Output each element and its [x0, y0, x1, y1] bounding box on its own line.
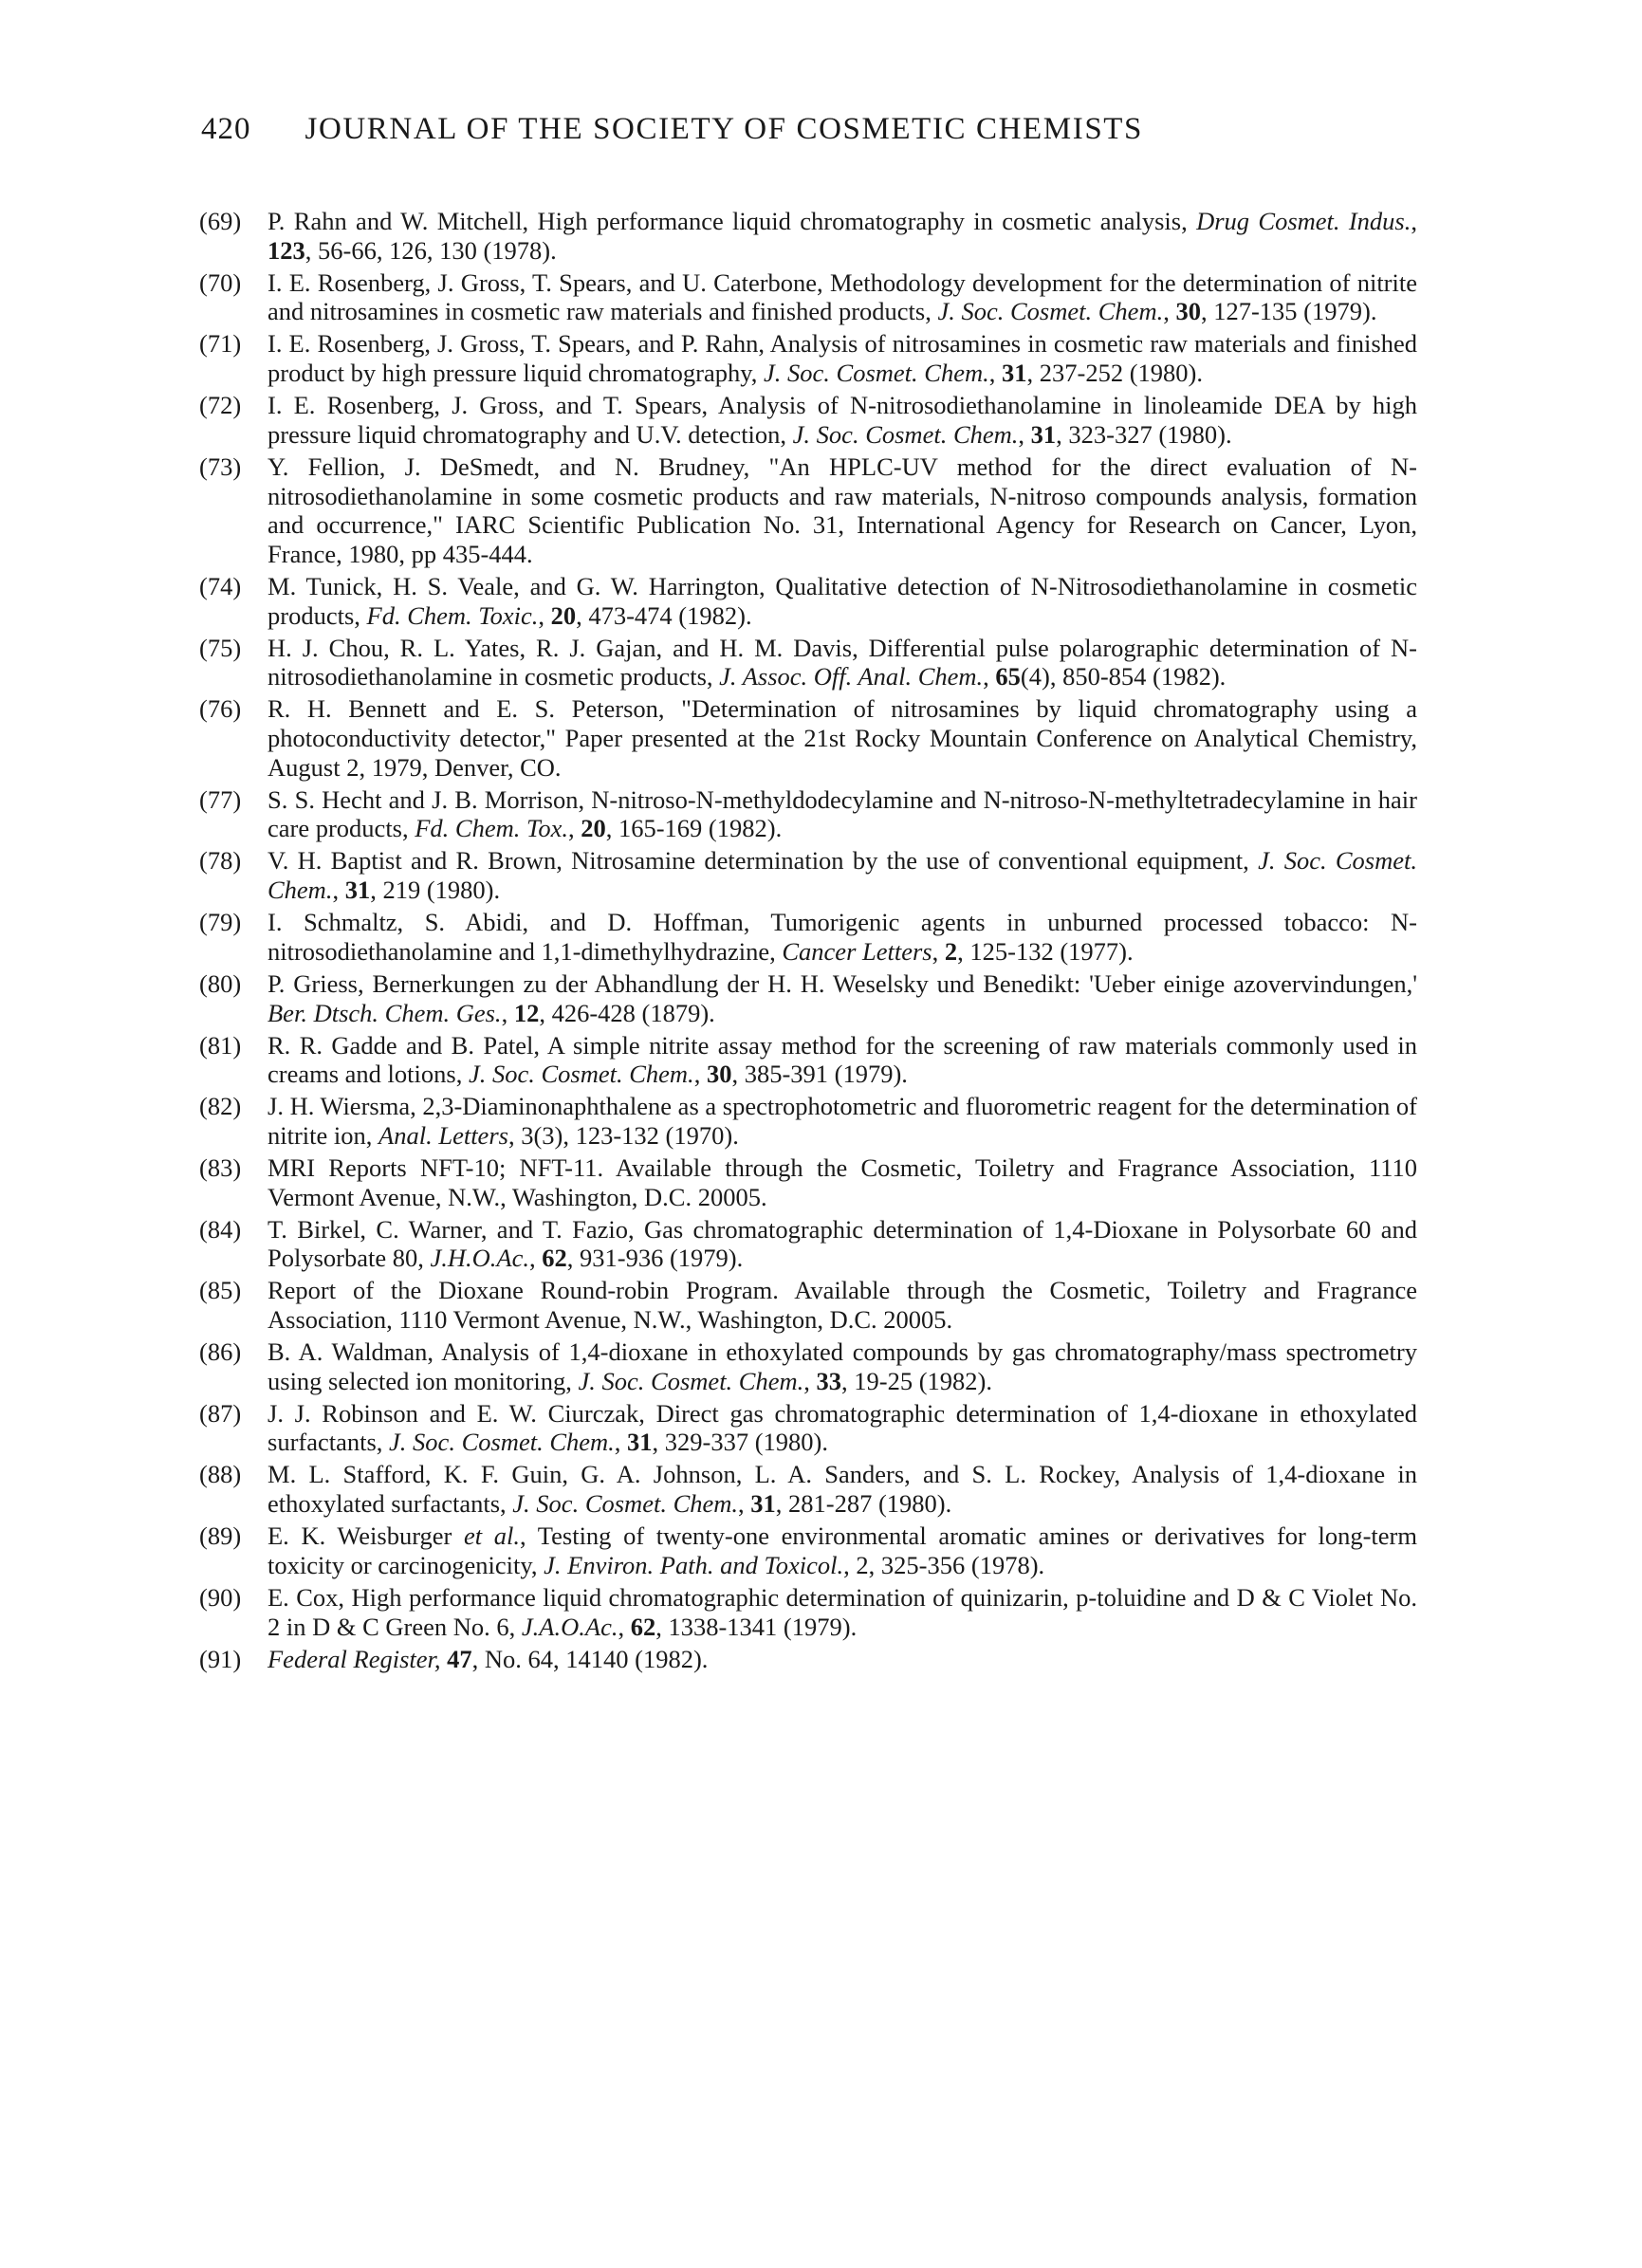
- reference-segment: I. Schmaltz, S. Abidi, and D. Hoffman, Tumorigenic agents in unburned processed tobacco: N-nitrosodiethanolamine and 1,1-dimethylhydrazine,: [268, 908, 1417, 966]
- reference-segment: , 219 (1980).: [370, 876, 501, 905]
- reference-number: (83): [199, 1152, 242, 1182]
- reference-text: [268, 846, 1417, 904]
- reference-source-italic: J. Soc. Cosmet. Chem.: [764, 359, 989, 388]
- reference-text: [268, 572, 1417, 630]
- reference-segment: ,: [618, 1612, 631, 1641]
- reference-item: [199, 1153, 1417, 1211]
- reference-source-italic: J. Soc. Cosmet. Chem.: [268, 846, 1417, 905]
- reference-item: [199, 1276, 1417, 1334]
- reference-segment: , 237-252 (1980).: [1026, 359, 1203, 388]
- reference-item: [199, 634, 1417, 691]
- reference-segment: ,: [1163, 297, 1176, 326]
- reference-text: [268, 1031, 1417, 1089]
- reference-segment: ,: [803, 1366, 817, 1395]
- reference-segment: , 931-936 (1979).: [566, 1244, 744, 1273]
- reference-source-italic: J. Soc. Cosmet. Chem.: [792, 419, 1019, 449]
- reference-text: [268, 969, 1417, 1027]
- reference-segment: M. L. Stafford, K. F. Guin, G. A. Johnson, L. A. Sanders, and S. L. Rockey, Analysis of 1,4-dioxane in ethoxylated surfactants,: [268, 1460, 1417, 1519]
- reference-segment: P. Griess, Bernerkungen zu der Abhandlung der H. H. Weselsky und Benedikt: 'Ueber einige azovervindungen,': [268, 968, 1417, 998]
- journal-title: JOURNAL OF THE SOCIETY OF COSMETIC CHEMISTS: [304, 112, 1143, 146]
- reference-segment: , 426-428 (1879).: [539, 998, 715, 1027]
- reference-item: [199, 1215, 1417, 1273]
- reference-item: [199, 391, 1417, 449]
- reference-segment: ,: [1018, 419, 1031, 449]
- reference-volume-bold: 47: [447, 1644, 472, 1673]
- reference-source-italic: Fd. Chem. Tox.: [415, 814, 568, 843]
- reference-segment: P. Rahn and W. Mitchell, High performance liquid chromatography in cosmetic analysis,: [268, 207, 1197, 235]
- reference-text: [268, 1092, 1417, 1150]
- reference-number: (77): [199, 784, 242, 814]
- reference-segment: ,: [983, 662, 996, 691]
- reference-segment: M. Tunick, H. S. Veale, and G. W. Harrington, Qualitative detection of N-Nitrosodiethanolamine in cosmetic products,: [268, 571, 1417, 630]
- reference-segment: , 281-287 (1980).: [775, 1489, 952, 1519]
- reference-item: [199, 969, 1417, 1027]
- reference-volume-bold: 31: [344, 876, 371, 905]
- reference-segment: , 19-25 (1982).: [841, 1366, 992, 1395]
- reference-text: [268, 1645, 1417, 1674]
- reference-source-italic: Drug Cosmet. Indus.: [1196, 207, 1411, 235]
- reference-item: [199, 1645, 1417, 1674]
- reference-item: [199, 268, 1417, 326]
- reference-text: [268, 785, 1417, 843]
- reference-list: [199, 207, 1417, 1677]
- reference-segment: V. H. Baptist and R. Brown, Nitrosamine determination by the use of conventional equipment,: [268, 846, 1259, 876]
- reference-source-italic: Fd. Chem. Toxic.: [366, 600, 539, 630]
- reference-item: [199, 785, 1417, 843]
- reference-text: [268, 1215, 1417, 1273]
- reference-segment: , 127-135 (1979).: [1200, 297, 1377, 326]
- reference-text: [268, 1583, 1417, 1641]
- reference-segment: , 2, 325-356 (1978).: [843, 1550, 1045, 1579]
- reference-number: (90): [199, 1582, 242, 1612]
- reference-number: (89): [199, 1521, 242, 1551]
- reference-number: (85): [199, 1276, 242, 1305]
- reference-number: (79): [199, 908, 242, 937]
- reference-segment: ,: [501, 998, 514, 1027]
- reference-segment: I. E. Rosenberg, J. Gross, T. Spears, and U. Caterbone, Methodology development for the determination of nitrite and nitrosamines in cosmetic raw materials and finished products,: [268, 267, 1417, 326]
- reference-segment: S. S. Hecht and J. B. Morrison, N-nitroso-N-methyldodecylamine and N-nitroso-N-methyltetradecylamine in hair care products,: [268, 784, 1417, 843]
- reference-item: [199, 1031, 1417, 1089]
- reference-text: [268, 391, 1417, 449]
- reference-text: [268, 1337, 1417, 1395]
- reference-number: (78): [199, 846, 242, 876]
- reference-source-italic: J. Assoc. Off. Anal. Chem.: [719, 662, 984, 691]
- reference-item: [199, 908, 1417, 966]
- reference-source-italic: J.A.O.Ac.: [521, 1612, 618, 1641]
- reference-segment: , 385-391 (1979).: [731, 1060, 908, 1089]
- reference-volume-bold: 62: [542, 1244, 567, 1273]
- reference-text: [268, 908, 1417, 966]
- reference-number: (87): [199, 1398, 242, 1428]
- reference-segment: , Testing of twenty-one environmental aromatic amines or derivatives for long-term toxicity or carcinogenicity,: [268, 1521, 1417, 1579]
- reference-text: [268, 1276, 1417, 1334]
- reference-source-italic: Cancer Letters: [782, 936, 932, 966]
- reference-source-italic: J. Soc. Cosmet. Chem.: [578, 1366, 804, 1395]
- reference-segment: , 165-169 (1982).: [605, 814, 783, 843]
- reference-source-italic: Anal. Letters: [378, 1120, 508, 1150]
- reference-segment: ,: [529, 1244, 543, 1273]
- reference-item: [199, 1399, 1417, 1457]
- reference-number: (88): [199, 1460, 242, 1489]
- reference-text: [268, 634, 1417, 691]
- reference-segment: E. Cox, High performance liquid chromatographic determination of quinizarin, p-toluidine and D & C Violet No. 2 in D & C Green No. 6,: [268, 1582, 1417, 1641]
- reference-segment: , 323-327 (1980).: [1056, 419, 1232, 449]
- reference-segment: R. R. Gadde and B. Patel, A simple nitrite assay method for the screening of raw materials commonly used in creams and lotions,: [268, 1030, 1417, 1089]
- reference-item: [199, 1521, 1417, 1579]
- reference-item: [199, 1583, 1417, 1641]
- reference-item: [199, 694, 1417, 782]
- reference-segment: , No. 64, 14140 (1982).: [471, 1644, 709, 1673]
- reference-number: (91): [199, 1644, 242, 1673]
- reference-volume-bold: 31: [627, 1428, 653, 1457]
- reference-text: [268, 1153, 1417, 1211]
- reference-text: [268, 1460, 1417, 1518]
- reference-segment: ,: [988, 359, 1002, 388]
- reference-text: [268, 694, 1417, 782]
- reference-volume-bold: 30: [1175, 297, 1201, 326]
- reference-item: [199, 1092, 1417, 1150]
- reference-segment: ,: [538, 600, 551, 630]
- reference-text: [268, 329, 1417, 387]
- reference-segment: , 1338-1341 (1979).: [655, 1612, 858, 1641]
- reference-item: [199, 207, 1417, 265]
- reference-segment: E. K. Weisburger: [268, 1521, 465, 1551]
- reference-source-italic: J. Soc. Cosmet. Chem.: [512, 1489, 739, 1519]
- reference-source-italic: J. Soc. Cosmet. Chem.: [468, 1060, 694, 1089]
- reference-source-italic: Federal Register,: [268, 1644, 441, 1673]
- reference-item: [199, 1337, 1417, 1395]
- reference-source-italic: J. Soc. Cosmet. Chem.: [389, 1428, 615, 1457]
- reference-number: (80): [199, 968, 242, 998]
- reference-item: [199, 452, 1417, 569]
- reference-segment: ,: [567, 814, 581, 843]
- reference-segment: ,: [614, 1428, 628, 1457]
- reference-volume-bold: 31: [1030, 419, 1057, 449]
- reference-segment: , 473-474 (1982).: [576, 600, 752, 630]
- reference-number: (73): [199, 452, 242, 481]
- reference-number: (81): [199, 1030, 242, 1060]
- reference-item: [199, 1460, 1417, 1518]
- reference-volume-bold: 33: [816, 1366, 842, 1395]
- reference-volume-bold: 20: [550, 600, 577, 630]
- reference-text: [268, 452, 1417, 569]
- reference-volume-bold: 123: [268, 235, 305, 265]
- reference-text: [268, 207, 1417, 265]
- reference-number: (71): [199, 329, 242, 359]
- reference-segment: ,: [332, 876, 345, 905]
- reference-number: (86): [199, 1337, 242, 1367]
- reference-segment: , 125-132 (1977).: [957, 936, 1134, 966]
- page-number: 420: [201, 112, 251, 146]
- reference-segment: I. E. Rosenberg, J. Gross, and T. Spears, Analysis of N-nitrosodiethanolamine in linoleamide DEA by high pressure liquid chromatography and U.V. detection,: [268, 391, 1417, 449]
- reference-segment: J. J. Robinson and E. W. Ciurczak, Direct gas chromatographic determination of 1,4-dioxane in ethoxylated surfactants,: [268, 1398, 1417, 1457]
- reference-segment: Y. Fellion, J. DeSmedt, and N. Brudney, "An HPLC-UV method for the direct evaluation of N-nitrosodiethanolamine in some cosmetic products and raw materials, N-nitroso compounds analysis, formation and occurrence," IARC Scientific Publication No. 31, International Agency for Research on Cancer, Lyon, France, 1980, pp 435-444.: [268, 452, 1417, 568]
- reference-segment: ,: [738, 1489, 751, 1519]
- reference-segment: B. A. Waldman, Analysis of 1,4-dioxane in ethoxylated compounds by gas chromatography/mass spectrometry using selected ion monitoring,: [268, 1337, 1417, 1395]
- reference-source-italic: J.H.O.Ac.: [430, 1244, 529, 1273]
- reference-segment: T. Birkel, C. Warner, and T. Fazio, Gas chromatographic determination of 1,4-Dioxane in Polysorbate 60 and Polysorbate 80,: [268, 1214, 1417, 1273]
- running-header: [201, 112, 1387, 159]
- reference-number: (69): [199, 207, 242, 235]
- reference-volume-bold: 12: [513, 998, 540, 1027]
- reference-volume-bold: 30: [706, 1060, 732, 1089]
- reference-number: (76): [199, 694, 242, 724]
- reference-segment: Report of the Dioxane Round-robin Program. Available through the Cosmetic, Toiletry and Fragrance Association, 1110 Vermont Avenue, N.W., Washington, D.C. 20005.: [268, 1276, 1417, 1335]
- reference-item: [199, 846, 1417, 904]
- reference-volume-bold: 62: [630, 1612, 656, 1641]
- reference-volume-bold: 2: [944, 936, 958, 966]
- reference-text: [268, 1399, 1417, 1457]
- reference-segment: J. H. Wiersma, 2,3-Diaminonaphthalene as a spectrophotometric and fluorometric reagent for the determination of nitrite ion,: [268, 1092, 1417, 1150]
- reference-segment: R. H. Bennett and E. S. Peterson, "Determination of nitrosamines by liquid chromatography using a photoconductivity detector," Paper presented at the 21st Rocky Mountain Conference on Analytical Chemistry, August 2, 1979, Denver, CO.: [268, 694, 1417, 782]
- reference-number: (72): [199, 391, 242, 420]
- reference-segment: MRI Reports NFT-10; NFT-11. Available through the Cosmetic, Toiletry and Fragrance Association, 1110 Vermont Avenue, N.W., Washington, D.C. 20005.: [268, 1152, 1417, 1211]
- reference-source-italic: Ber. Dtsch. Chem. Ges.: [268, 998, 502, 1027]
- reference-number: (75): [199, 633, 242, 662]
- reference-volume-bold: 20: [581, 814, 606, 843]
- reference-segment: ,: [932, 936, 945, 966]
- reference-volume-bold: 31: [750, 1489, 776, 1519]
- reference-source-italic: J. Environ. Path. and Toxicol.: [544, 1550, 844, 1579]
- reference-text: [268, 268, 1417, 326]
- reference-source-italic: et al.: [464, 1521, 521, 1551]
- reference-segment: , 3(3), 123-132 (1970).: [507, 1120, 739, 1150]
- reference-item: [199, 572, 1417, 630]
- reference-number: (82): [199, 1092, 242, 1121]
- reference-item: [199, 329, 1417, 387]
- reference-segment: (4), 850-854 (1982).: [1020, 662, 1227, 691]
- reference-source-italic: J. Soc. Cosmet. Chem.: [937, 297, 1164, 326]
- reference-segment: H. J. Chou, R. L. Yates, R. J. Gajan, and H. M. Davis, Differential pulse polarographic determination of N-nitrosodiethanolamine in cosmetic products,: [268, 633, 1417, 691]
- reference-segment: , 329-337 (1980).: [652, 1428, 829, 1457]
- reference-segment: ,: [693, 1060, 707, 1089]
- reference-segment: I. E. Rosenberg, J. Gross, T. Spears, and P. Rahn, Analysis of nitrosamines in cosmetic raw materials and finished product by high pressure liquid chromatography,: [268, 329, 1417, 388]
- reference-segment: , 56-66, 126, 130 (1978).: [304, 235, 557, 265]
- reference-segment: ,: [1411, 207, 1417, 235]
- reference-volume-bold: 31: [1002, 359, 1027, 388]
- reference-text: [268, 1521, 1417, 1579]
- reference-number: (74): [199, 571, 242, 600]
- reference-volume-bold: 65: [995, 662, 1021, 691]
- reference-number: (70): [199, 267, 242, 297]
- reference-number: (84): [199, 1214, 242, 1244]
